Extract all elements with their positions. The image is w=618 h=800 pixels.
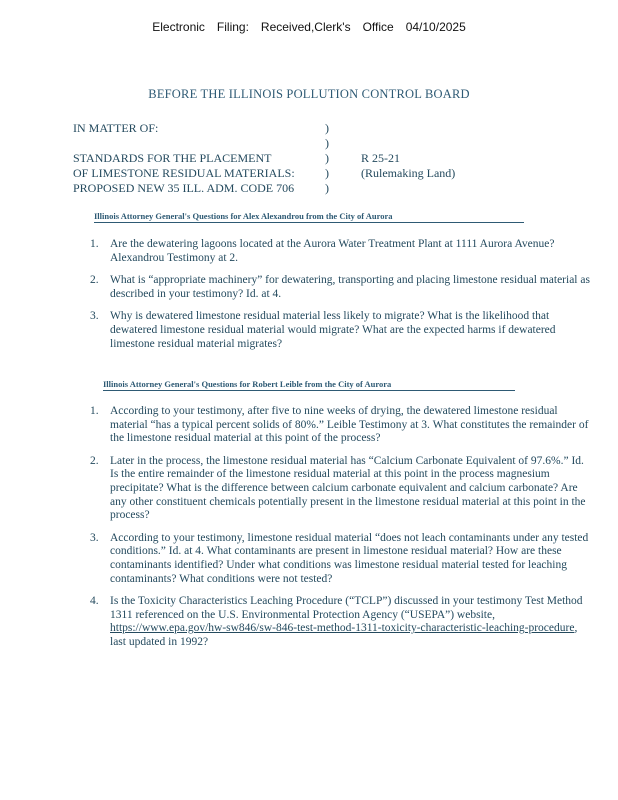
caption-paren: ) [325,136,329,150]
caption-left [73,136,325,151]
caption-row [73,151,455,166]
caption-row [73,136,455,151]
caption-left: IN MATTER OF: [73,121,159,135]
caption-left: PROPOSED NEW 35 ILL. ADM. CODE 706 [73,181,295,195]
caption-row [73,181,455,196]
filing-stamp-date: 04/10/2025 [405,20,466,34]
filing-stamp-part: Filing: [216,20,249,34]
board-title: BEFORE THE ILLINOIS POLLUTION CONTROL BOARD [148,87,470,101]
section-heading-leible: Illinois Attorney General's Questions for Robert Leible from the City of Aurora [103,379,515,391]
list-item [90,274,592,301]
question-number: 2. [90,454,99,467]
list-item [90,595,592,649]
question-list-leible [90,405,592,650]
epa-method-1311-link[interactable]: https://www.epa.gov/hw-sw846/sw-846-test-method-1311-toxicity-characteristic-leaching-procedure [110,622,575,635]
question-list-alexandrou [90,238,592,351]
caption-left: OF LIMESTONE RESIDUAL MATERIALS: [73,166,295,180]
question-text: What is “appropriate machinery” for dewatering, transporting and placing limestone residual material as described in your testimony? Id. at 4. [110,274,590,300]
caption-left: STANDARDS FOR THE PLACEMENT [73,151,272,165]
question-text: Why is dewatered limestone residual material less likely to migrate? What is the likelihood that dewatered limestone residual material would migrate? What are the expected harms if dewatered limestone residual material migrates? [110,310,556,350]
list-item [90,532,592,586]
question-text: According to your testimony, after five to nine weeks of drying, the dewatered limestone residual material “has a typical percent solids of 80%.” Leible Testimony at 3. What constitutes the remainder of the limestone residual material at this point of the process? [110,405,589,445]
question-text: Are the dewatering lagoons located at the Aurora Water Treatment Plant at 1111 Aurora Avenue? Alexandrou Testimony at 2. [110,238,555,264]
question-number: 2. [90,274,99,287]
list-item [90,310,592,351]
caption-row [73,121,455,136]
question-number: 1. [90,405,99,417]
list-item [90,455,592,523]
question-text: According to your testimony, limestone residual material “does not leach contaminants under any tested conditions.” Id. at 4. What contaminants are present in limestone residual material? How are these contaminants identified? Under what conditions was limestone residual material tested for leaching contaminants? What conditions were not tested? [110,531,589,585]
list-item [90,238,592,265]
list-item [90,405,592,446]
filing-stamp [0,20,618,34]
question-text-after-link: , last updated in 1992? [110,622,578,648]
docket-number: R 25-21 [361,151,400,165]
question-number: 1. [90,238,99,250]
caption-paren: ) [325,151,329,165]
filing-stamp-part: Received,Clerk's [260,20,351,34]
caption-row [73,166,455,181]
filing-stamp-part: Electronic [152,20,205,34]
caption-paren: ) [325,121,329,135]
question-number: 3. [90,531,99,544]
rulemaking-type: (Rulemaking Land) [361,166,456,180]
section-heading-alexandrou: Illinois Attorney General's Questions for Alex Alexandrou from the City of Aurora [94,211,524,223]
case-caption [73,121,455,196]
question-number: 3. [90,310,99,323]
question-number: 4. [90,595,99,608]
question-text: Later in the process, the limestone residual material has “Calcium Carbonate Equivalent of 97.6%.” Id. Is the entire remainder of the limestone residual material at this point in the process magnesium precipitate? What is the difference between calcium carbonate equivalent and calcium carbonate? Are any other constituent chemicals potentially present in the limestone residual material at this point in the process? [110,454,586,522]
filing-stamp-part: Office [362,20,394,34]
question-text-before-link: Is the Toxicity Characteristics Leaching Procedure (“TCLP”) discussed in your testimony Test Method 1311 referenced on the U.S. Environmental Protection Agency (“USEPA”) website, [110,595,583,621]
caption-paren: ) [325,181,329,195]
caption-paren: ) [325,166,329,180]
